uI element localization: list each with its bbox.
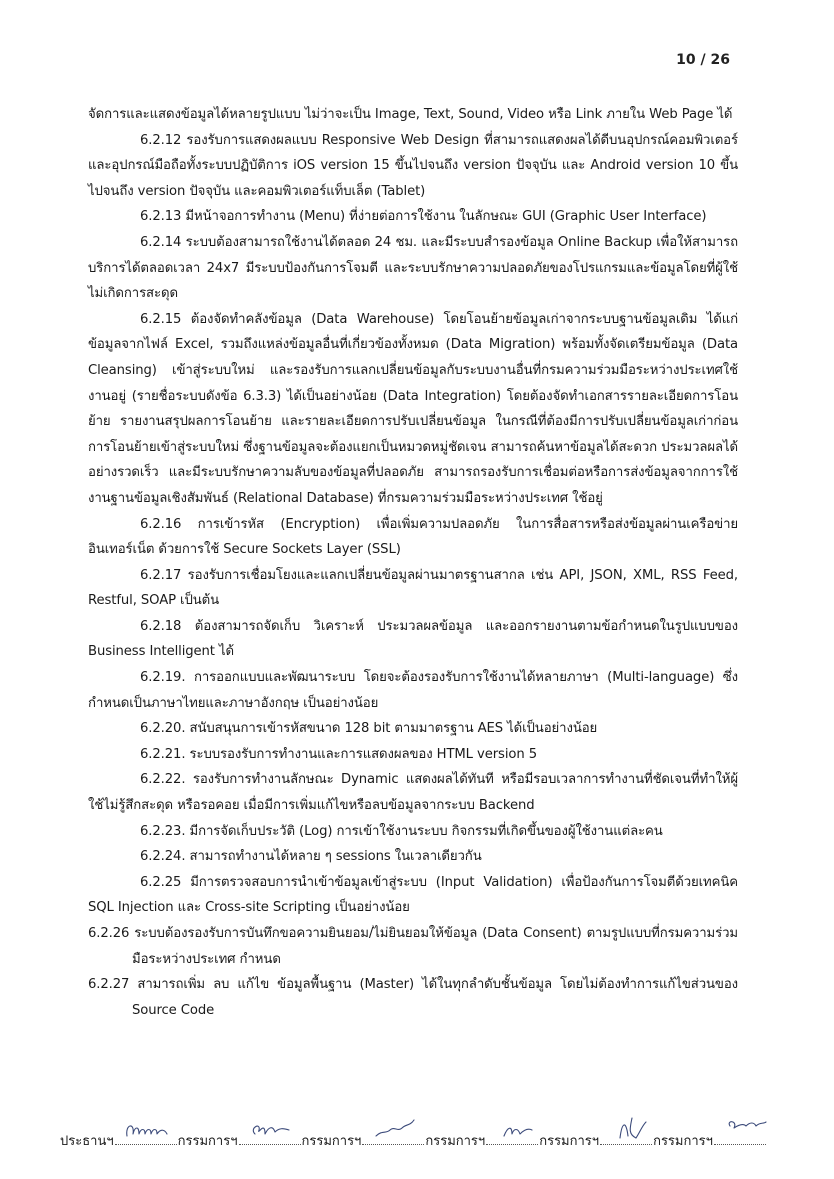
paragraph: 6.2.13 มีหน้าจอการทำงาน (Menu) ที่ง่ายต่อการใช้งาน ในลักษณะ GUI (Graphic User Interface): [140, 209, 707, 225]
paragraph: 6.2.22. รองรับการทำงานลักษณะ Dynamic แสดงผลได้ทันที หรือมีรอบเวลาการทำงานที่ชัดเจนที่ทำให้ผู้ใช้ไม่รู้สึกสะดุด หรือรอคอย เมื่อมีการเพิ่มแก้ไขหรือลบข้อมูลจากระบบ Backend: [88, 772, 738, 814]
handwritten-signature: [606, 1116, 660, 1142]
paragraph: 6.2.25 มีการตรวจสอบการนำเข้าข้อมูลเข้าสู่ระบบ (Input Validation) เพื่อป้องกันการโจมตีด้วยเทคนิค SQL Injection และ Cross-site Scripting เป็นอย่างน้อย: [88, 874, 738, 916]
member-signature-field: [714, 1132, 766, 1145]
handwritten-signature: [368, 1116, 422, 1142]
handwritten-signature: [492, 1116, 546, 1142]
chair-label: ประธานฯ: [60, 1134, 114, 1149]
paragraph: 6.2.15 ต้องจัดทำคลังข้อมูล (Data Warehouse) โดยโอนย้ายข้อมูลเก่าจากระบบฐานข้อมูลเดิม ได้แก่ ข้อมูลจากไฟล์ Excel, รวมถึงแหล่งข้อมูลอื่นที่เกี่ยวข้องทั้งหมด (Data Migration) พร้อมทั้งจัดเตรียมข้อมูล (Data Cleansing) เข้าสู่ระบบใหม่ และรองรับการแลกเปลี่ยนข้อมูลกับระบบงานอื่นที่กรมความร่วมมือระหว่างประเทศใช้งานอยู่ (รายชื่อระบบดังข้อ 6.3.3) ได้เป็นอย่างน้อย (Data Integration) โดยต้องจัดทำเอกสารรายละเอียดการโอนย้าย รายงานสรุปผลการโอนย้าย และรายละเอียดการปรับเปลี่ยนข้อมูล ในกรณีที่ต้องมีการปรับเปลี่ยนข้อมูลเก่าก่อนการโอนย้ายเข้าสู่ระบบใหม่ ซึ่งฐานข้อมูลจะต้องแยกเป็นหมวดหมู่ชัดเจน สามารถค้นหาข้อมูลได้สะดวก ประมวลผลได้อย่างรวดเร็ว และมีระบบรักษาความลับของข้อมูลที่ปลอดภัย สามารถรองรับการเชื่อมต่อหรือการส่งข้อมูลจากการใช้งานฐานข้อมูลเชิงสัมพันธ์ (Relational Database) ที่กรมความร่วมมือระหว่างประเทศ ใช้อยู่: [88, 311, 738, 506]
handwritten-signature: [720, 1116, 774, 1142]
member-label: กรรมการฯ: [301, 1134, 362, 1149]
member-label: กรรมการฯ: [177, 1134, 238, 1149]
member-signature-field: [362, 1132, 424, 1145]
paragraph: จัดการและแสดงข้อมูลได้หลายรูปแบบ ไม่ว่าจะเป็น Image, Text, Sound, Video หรือ Link ภายใน Web Page ได้: [88, 107, 733, 122]
member-signature-field: [486, 1132, 538, 1145]
paragraph: 6.2.27 สามารถเพิ่ม ลบ แก้ไข ข้อมูลพื้นฐาน (Master) ได้ในทุกลำดับชั้นข้อมูล โดยไม่ต้องทำการแก้ไขส่วนของ Source Code: [88, 977, 738, 1018]
signature-line: [60, 1130, 767, 1151]
member-label: กรรมการฯ: [653, 1134, 713, 1149]
paragraph: 6.2.18 ต้องสามารถจัดเก็บ วิเคราะห์ ประมวลผลข้อมูล และออกรายงานตามข้อกำหนดในรูปแบบของ Business Intelligent ได้: [88, 618, 738, 660]
handwritten-signature: [245, 1116, 299, 1142]
chair-signature-field: [115, 1132, 177, 1145]
paragraph: 6.2.23. มีการจัดเก็บประวัติ (Log) การเข้าใช้งานระบบ กิจกรรมที่เกิดขึ้นของผู้ใช้งานแต่ละคน: [140, 823, 663, 839]
member-signature-field: [239, 1132, 301, 1145]
member-label: กรรมการฯ: [425, 1134, 486, 1149]
document-body: [88, 102, 738, 1023]
handwritten-signature: [121, 1116, 175, 1142]
member-label: กรรมการฯ: [539, 1134, 600, 1149]
member-signature-field: [600, 1132, 652, 1145]
paragraph: 6.2.21. ระบบรองรับการทำงานและการแสดงผลของ HTML version 5: [140, 746, 537, 762]
paragraph: 6.2.19. การออกแบบและพัฒนาระบบ โดยจะต้องรองรับการใช้งานได้หลายภาษา (Multi-language) ซึ่งกำหนดเป็นภาษาไทยและภาษาอังกฤษ เป็นอย่างน้อย: [88, 670, 738, 711]
paragraph: 6.2.26 ระบบต้องรองรับการบันทึกขอความยินยอม/ไม่ยินยอมให้ข้อมูล (Data Consent) ตามรูปแบบที่กรมความร่วมมือระหว่างประเทศ กำหนด: [88, 926, 738, 967]
page-number: 10 / 26: [676, 52, 730, 68]
paragraph: 6.2.16 การเข้ารหัส (Encryption) เพื่อเพิ่มความปลอดภัย ในการสื่อสารหรือส่งข้อมูลผ่านเครือข่ายอินเทอร์เน็ต ด้วยการใช้ Secure Sockets Layer (SSL): [88, 516, 738, 558]
paragraph: 6.2.24. สามารถทำงานได้หลาย ๆ sessions ในเวลาเดียวกัน: [140, 849, 482, 865]
paragraph: 6.2.17 รองรับการเชื่อมโยงและแลกเปลี่ยนข้อมูลผ่านมาตรฐานสากล เช่น API, JSON, XML, RSS Feed, Restful, SOAP เป็นต้น: [88, 567, 738, 609]
signature-footer: [60, 1108, 780, 1158]
paragraph: 6.2.20. สนับสนุนการเข้ารหัสขนาด 128 bit ตามมาตรฐาน AES ได้เป็นอย่างน้อย: [140, 721, 598, 737]
paragraph: 6.2.14 ระบบต้องสามารถใช้งานได้ตลอด 24 ชม. และมีระบบสำรองข้อมูล Online Backup เพื่อให้สามารถบริการได้ตลอดเวลา 24x7 มีระบบป้องกันการโจมตี และระบบรักษาความปลอดภัยของโปรแกรมและข้อมูลโดยที่ผู้ใช้ไม่เกิดการสะดุด: [88, 234, 738, 302]
paragraph: 6.2.12 รองรับการแสดงผลแบบ Responsive Web Design ที่สามารถแสดงผลได้ดีบนอุปกรณ์คอมพิวเตอร์และอุปกรณ์มือถือทั้งระบบปฏิบัติการ iOS version 15 ขึ้นไปจนถึง version ปัจจุบัน และ Android version 10 ขึ้นไปจนถึง version ปัจจุบัน และคอมพิวเตอร์แท็บเล็ต (Tablet): [88, 132, 738, 199]
